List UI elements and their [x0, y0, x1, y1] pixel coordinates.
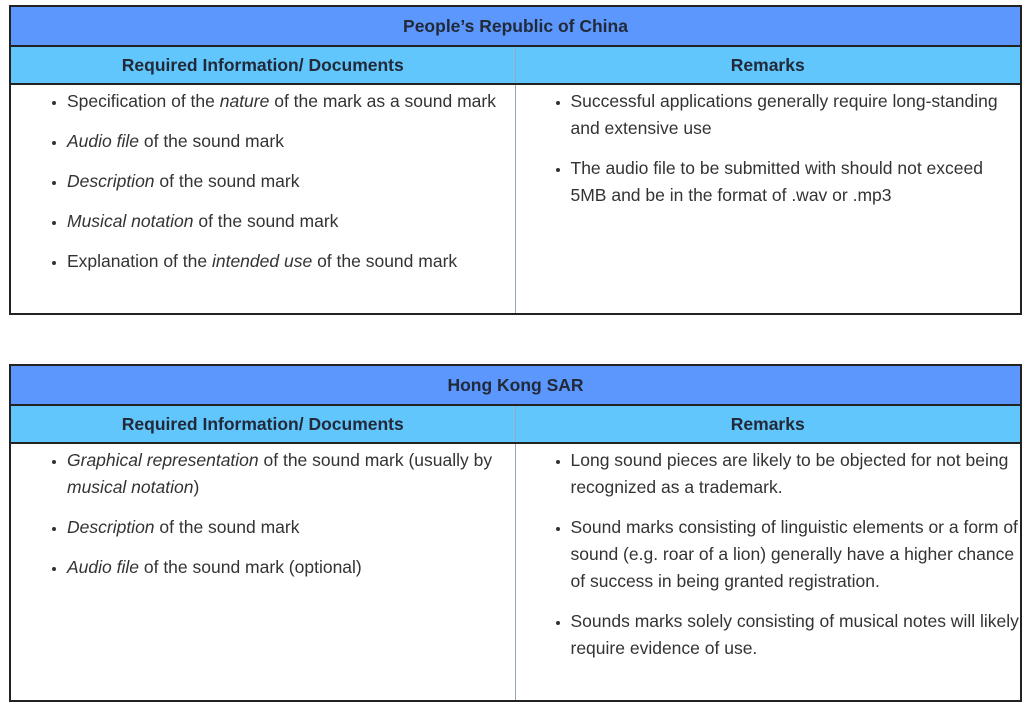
remarks-list	[516, 444, 1021, 662]
column-header-remarks: Remarks	[515, 405, 1021, 443]
list-item: • The audio file to be submitted with should not exceed 5MB and be in the format of .wav or .mp3	[571, 155, 1021, 209]
table-title: People’s Republic of China	[10, 6, 1021, 46]
remarks-cell	[515, 84, 1021, 314]
column-header-remarks: Remarks	[515, 46, 1021, 84]
remarks-cell	[515, 443, 1021, 701]
required-cell	[10, 443, 515, 701]
column-header-required: Required Information/ Documents	[10, 46, 515, 84]
hong-kong-requirements-table	[9, 364, 1022, 702]
list-item: • Graphical representation of the sound mark (usually by musical notation)	[67, 447, 515, 501]
list-item: • Audio file of the sound mark (optional)	[67, 554, 515, 581]
list-item: • Long sound pieces are likely to be objected for not being recognized as a trademark.	[571, 447, 1021, 501]
list-item: • Audio file of the sound mark	[67, 128, 515, 155]
list-item: • Specification of the nature of the mark as a sound mark	[67, 88, 515, 115]
list-item: • Description of the sound mark	[67, 514, 515, 541]
list-item: • Explanation of the intended use of the sound mark	[67, 248, 515, 275]
table-title: Hong Kong SAR	[10, 365, 1021, 405]
list-item: • Musical notation of the sound mark	[67, 208, 515, 235]
list-item: • Successful applications generally require long-standing and extensive use	[571, 88, 1021, 142]
required-list	[11, 444, 515, 581]
list-item: • Sound marks consisting of linguistic elements or a form of sound (e.g. roar of a lion) generally have a higher chance of success in being granted registration.	[571, 514, 1021, 595]
list-item: • Sounds marks solely consisting of musical notes will likely require evidence of use.	[571, 608, 1021, 662]
remarks-list	[516, 85, 1021, 209]
column-header-required: Required Information/ Documents	[10, 405, 515, 443]
required-list	[11, 85, 515, 275]
list-item: • Description of the sound mark	[67, 168, 515, 195]
china-requirements-table	[9, 5, 1022, 315]
required-cell	[10, 84, 515, 314]
